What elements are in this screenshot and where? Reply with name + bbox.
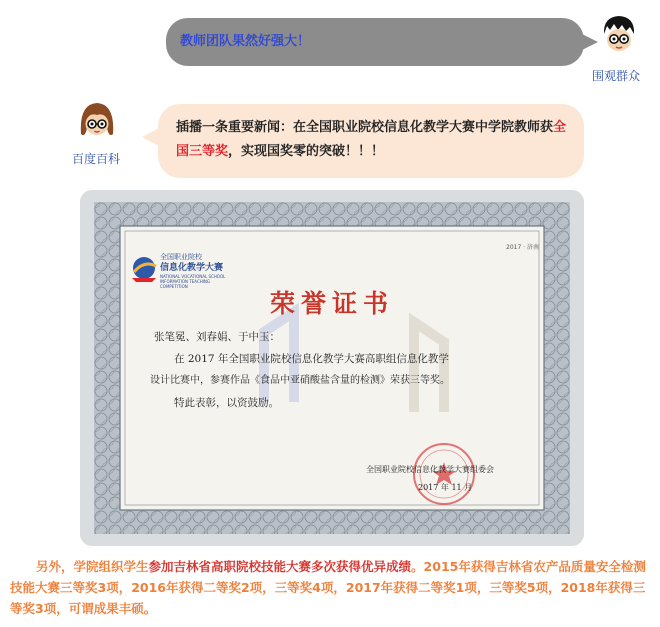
message-text-news (176, 116, 572, 164)
caption-part1: 另外，学院组织学生 (36, 559, 149, 574)
logo-line2: 信息化教学大赛 (160, 263, 224, 273)
certificate-issuer: 全国职业院校信息化教学大赛组委会 (366, 465, 494, 474)
certificate-title: 荣誉证书 (269, 289, 394, 318)
message-bubble-top (166, 18, 584, 66)
certificate-body-line3: 特此表彰，以资鼓励。 (174, 397, 279, 409)
caption-part4: 2015年获得吉林省农产品质量安全检测技能大赛三等奖3项，2016年获得二等奖2项，三等奖4项，2017年获得二等奖1项，三等奖5项，2018年获得三等奖3项，可谓成果丰硕。 (10, 559, 646, 616)
achievement-caption (10, 556, 650, 619)
avatar-boy-icon (597, 12, 641, 56)
news-text-highlight: 全国三等奖 (176, 120, 567, 159)
bubble-tail (582, 34, 598, 50)
certificate-recipients: 张笔冕、刘春娟、于中玉： (154, 331, 280, 343)
news-text-after: ，实现国奖零的突破！！！ (228, 144, 385, 159)
caption-part3: 。 (411, 559, 424, 574)
message-text-top: 教师团队果然好强大！ (180, 34, 311, 49)
bubble-tail (142, 128, 159, 146)
avatar-girl-icon (75, 98, 119, 142)
logo-en: NATIONAL VOCATIONAL SCHOOL INFORMATION TEACHING COMPETITION (160, 274, 226, 289)
caption-part2: 参加吉林省高职院校技能大赛多次获得优异成绩 (148, 559, 412, 574)
certificate-body-line2: 设计比赛中，参赛作品《食品中亚硝酸盐含量的检测》荣获三等奖。 (150, 375, 450, 386)
logo-line1: 全国职业院校 (160, 253, 202, 261)
username-top[interactable]: 围观群众 (592, 69, 641, 83)
username-news[interactable]: 百度百科 (72, 152, 121, 166)
certificate-body (150, 326, 530, 414)
certificate-body-line1: 在 2017 年全国职业院校信息化教学大赛高职组信息化教学 (174, 353, 449, 365)
certificate-paper (94, 202, 570, 534)
certificate-corner-text: 2017 · 济南 (506, 244, 539, 251)
news-text-before: 插播一条重要新闻：在全国职业院校信息化教学大赛中学院教师获 (176, 120, 554, 135)
message-bubble-news (158, 104, 584, 178)
certificate-date: 2017 年 11 月 (418, 483, 473, 492)
certificate-photo (80, 190, 584, 546)
